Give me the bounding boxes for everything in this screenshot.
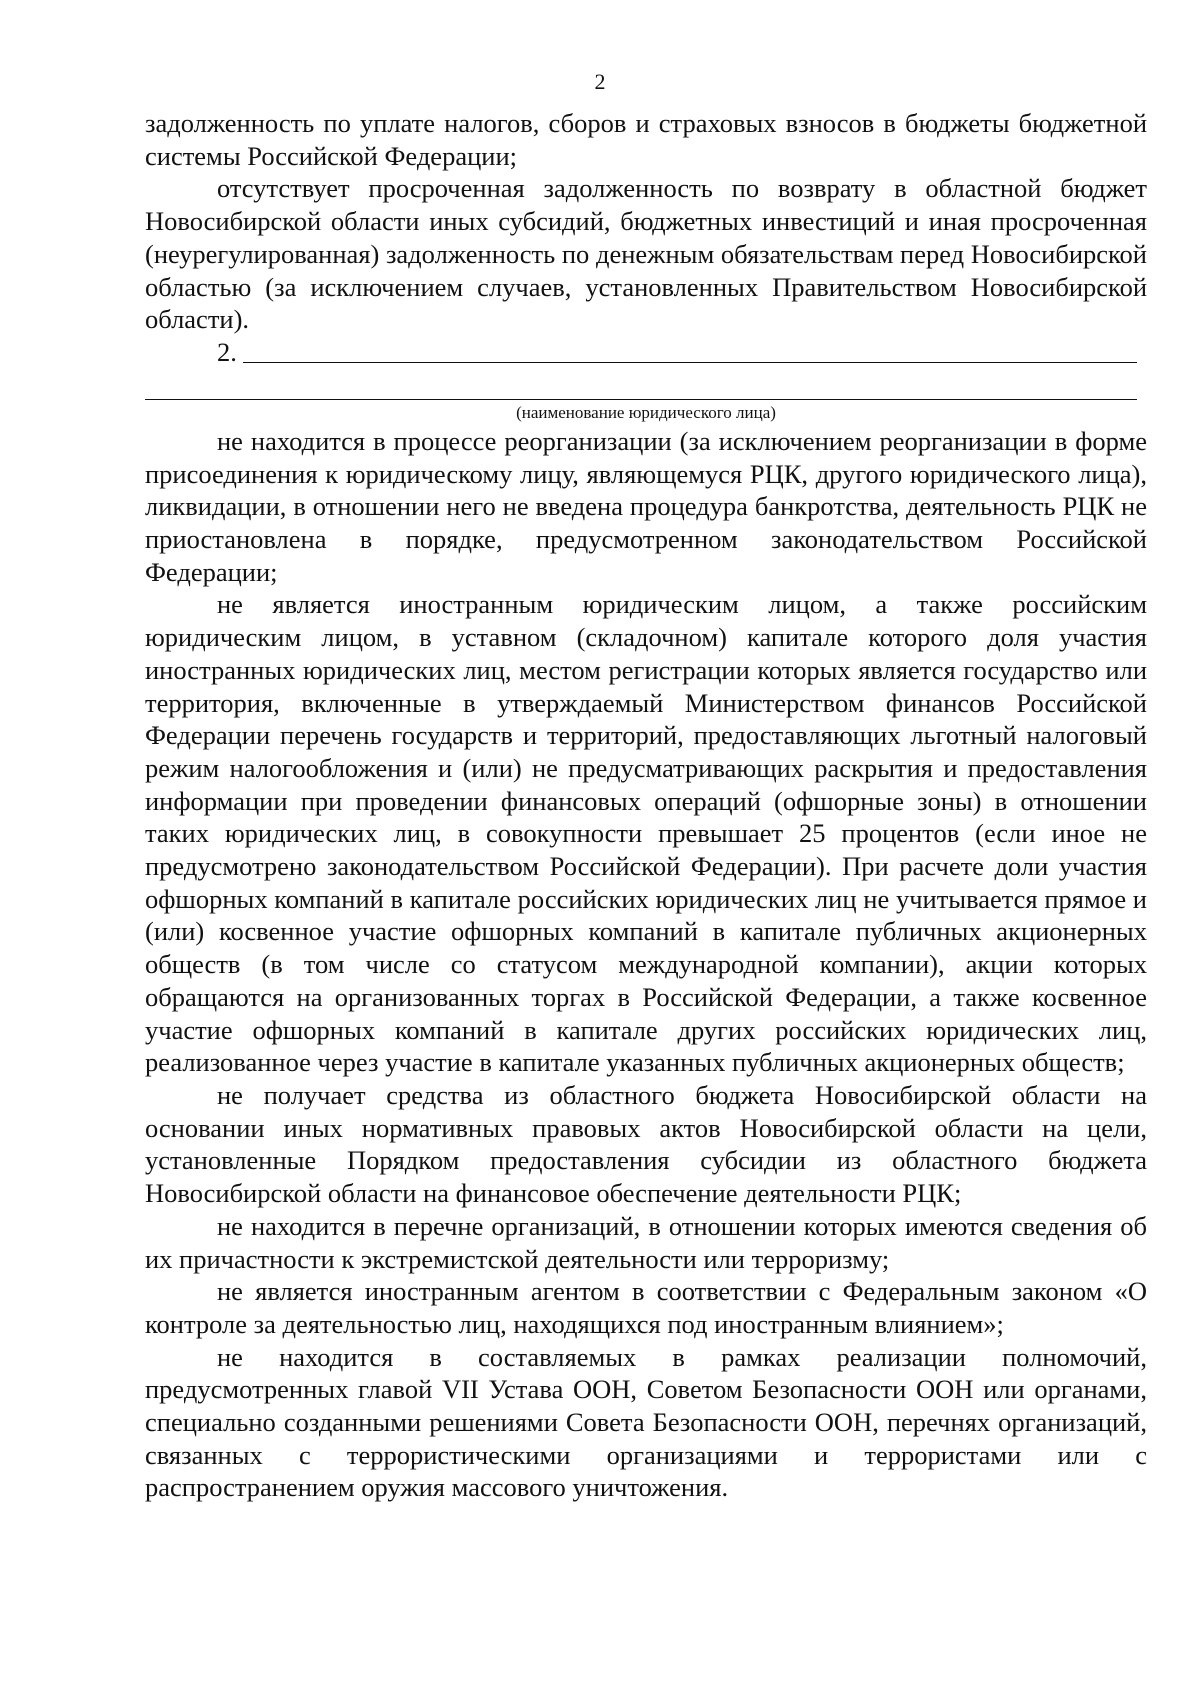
- entity-name-caption: (наименование юридического лица): [516, 402, 776, 422]
- item-2-line: [145, 336, 1147, 369]
- item-number: 2.: [217, 336, 237, 367]
- paragraph-budget-funds: не получает средства из областного бюджета Новосибирской области на основании иных нормативных правовых актов Новосибирской области на цели, установленные Порядком предоставления субсидии из областного бюджета Новосибирской области на финансовое обеспечение деятельности РЦК;: [145, 1079, 1147, 1209]
- entity-name-blank-line: [243, 362, 1137, 363]
- paragraph-no-overdue-debt: отсутствует просроченная задолженность по возврату в областной бюджет Новосибирской области иных субсидий, бюджетных инвестиций и иная просроченная (неурегулированная) задолженность по денежным обязательствам перед Новосибирской областью (за исключением случаев, установленных Правительством Новосибирской области).: [145, 173, 1147, 335]
- paragraph-foreign-agent: не является иностранным агентом в соответствии с Федеральным законом «О контроле за деятельностью лиц, находящихся под иностранным влиянием»;: [145, 1276, 1147, 1339]
- document-body: [145, 107, 1147, 1504]
- paragraph-reorganization: не находится в процессе реорганизации (за исключением реорганизации в форме присоединения к юридическому лицу, являющемуся РЦК, другого юридического лица), ликвидации, в отношении него не введена процедура банкротства, деятельность РЦК не приостановлена в порядке, предусмотренном законодательством Российской Федерации;: [145, 425, 1147, 587]
- paragraph-continued: задолженность по уплате налогов, сборов и страховых взносов в бюджеты бюджетной системы Российской Федерации;: [145, 108, 1147, 171]
- paragraph-foreign-entity: не является иностранным юридическим лицом, а также российским юридическим лицом, в уставном (складочном) капитале которого доля участия иностранных юридических лиц, местом регистрации которых является государство или территория, включенные в утверждаемый Министерством финансов Российской Федерации перечень государств и территорий, предоставляющих льготный налоговый режим налогообложения и (или) не предусматривающих раскрытия и предоставления информации при проведении финансовых операций (офшорные зоны) в отношении таких юридических лиц, в совокупности превышает 25 процентов (если иное не предусмотрено законодательством Российской Федерации). При расчете доли участия офшорных компаний в капитале российских юридических лиц не учитывается прямое и (или) косвенное участие офшорных компаний в капитале публичных акционерных обществ (в том числе со статусом международной компании), акции которых обращаются на организованных торгах в Российской Федерации, а также косвенное участие офшорных компаний в капитале других российских юридических лиц, реализованное через участие в капитале указанных публичных акционерных обществ;: [145, 589, 1147, 1078]
- paragraph-extremism-list: не находится в перечне организаций, в отношении которых имеются сведения об их причастности к экстремистской деятельности или терроризму;: [145, 1210, 1147, 1274]
- entity-name-blank-line-full: [145, 398, 1137, 400]
- paragraph-un-lists: не находится в составляемых в рамках реализации полномочий, предусмотренных главой VII Устава ООН, Советом Безопасности ООН или органами, специально созданными решениями Совета Безопасности ООН, перечнях организаций, связанных с террористическими организациями и террористами или с распространением оружия массового уничтожения.: [145, 1341, 1147, 1503]
- page-number: 2: [594, 69, 606, 94]
